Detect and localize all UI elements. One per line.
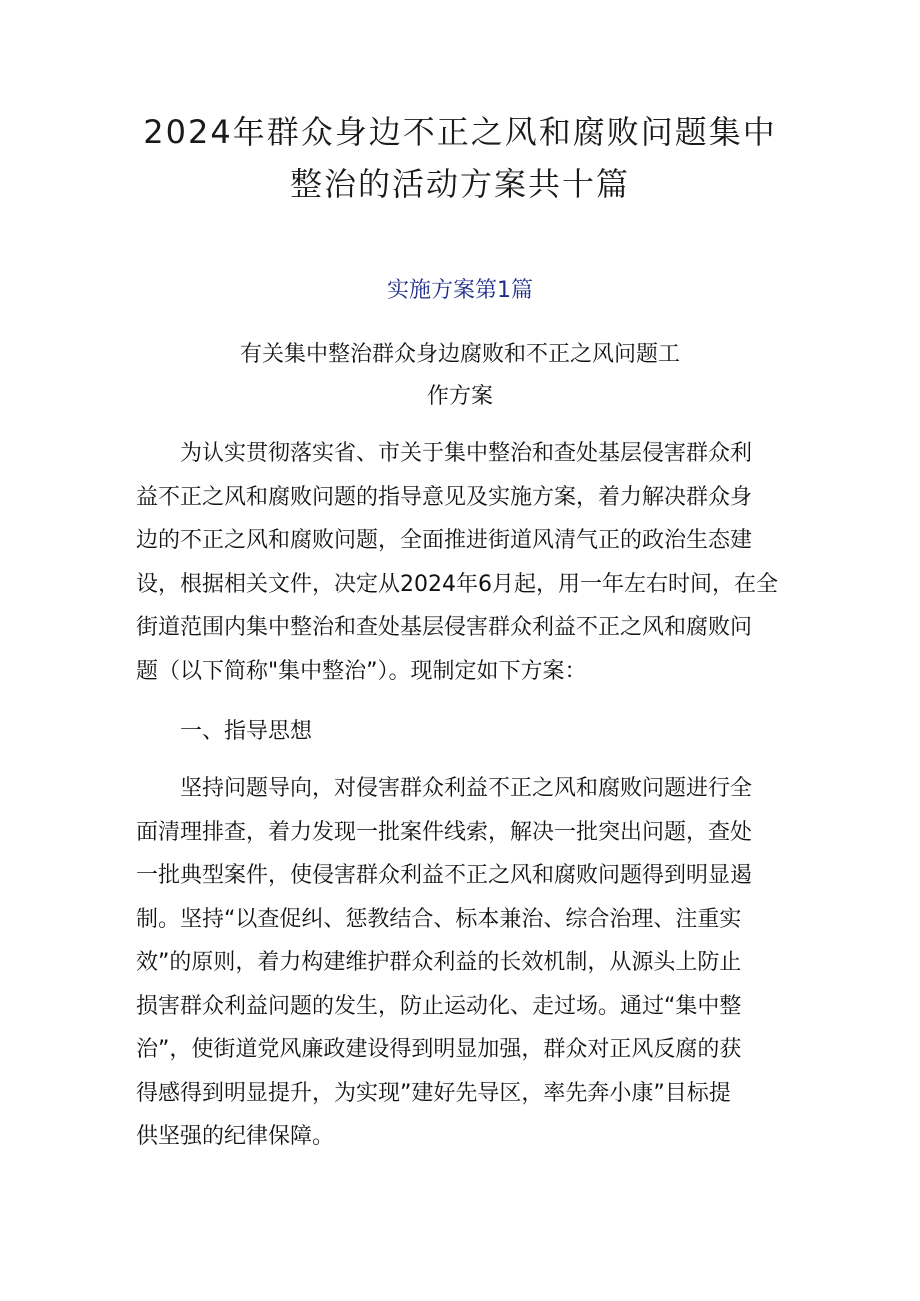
- intro-paragraph: [136, 432, 796, 693]
- guiding-ideology-line: 治”，使街道党风廉政建设得到明显加强，群众对正风反腐的获: [136, 1037, 742, 1062]
- plan-subtitle-line-2: 作方案: [426, 384, 493, 409]
- guiding-ideology-line: 制。坚持“以查促纠、惩教结合、标本兼治、综合治理、注重实: [136, 906, 742, 932]
- intro-paragraph-line: 题（以下简称"集中整治”）。现制定如下方案：: [136, 658, 587, 684]
- section-heading-guiding-ideology: 一、指导思想: [180, 719, 313, 744]
- guiding-ideology-paragraph: [136, 767, 796, 1159]
- document-title: [120, 106, 800, 210]
- intro-paragraph-line: 设，根据相关文件，决定从2024年6月起，用一年左右时间，在全: [136, 571, 778, 597]
- intro-paragraph-line: 街道范围内集中整治和查处基层侵害群众利益不正之风和腐败问: [136, 615, 753, 640]
- section-heading: 实施方案第1篇: [387, 278, 533, 303]
- plan-subtitle: [200, 334, 720, 418]
- guiding-ideology-line: 得感得到明显提升，为实现”建好先导区，率先奔小康”目标提: [136, 1080, 731, 1106]
- intro-paragraph-line: 为认实贯彻落实省、市关于集中整治和查处基层侵害群众利: [180, 441, 753, 466]
- guiding-ideology-line: 一批典型案件，使侵害群众利益不正之风和腐败问题得到明显遏: [136, 863, 753, 888]
- intro-paragraph-line: 益不正之风和腐败问题的指导意见及实施方案，着力解决群众身: [136, 484, 753, 510]
- guiding-ideology-line: 面清理排查，着力发现一批案件线索，解决一批突出问题，查处: [136, 819, 753, 845]
- guiding-ideology-line: 效”的原则，着力构建维护群众利益的长效机制，从源头上防止: [136, 950, 742, 975]
- document-title-line-1: 2024年群众身边不正之风和腐败问题集中: [143, 113, 777, 151]
- guiding-ideology-line: 供坚强的纪律保障。: [136, 1124, 335, 1149]
- guiding-ideology-line: 坚持问题导向，对侵害群众利益不正之风和腐败问题进行全: [180, 776, 753, 801]
- plan-subtitle-line-1: 有关集中整治群众身边腐败和不正之风问题工: [239, 342, 680, 367]
- document-title-line-2: 整治的活动方案共十篇: [289, 165, 630, 203]
- guiding-ideology-line: 损害群众利益问题的发生，防止运动化、走过场。通过“集中整: [136, 993, 742, 1019]
- intro-paragraph-line: 边的不正之风和腐败问题，全面推进街道风清气正的政治生态建: [136, 528, 753, 553]
